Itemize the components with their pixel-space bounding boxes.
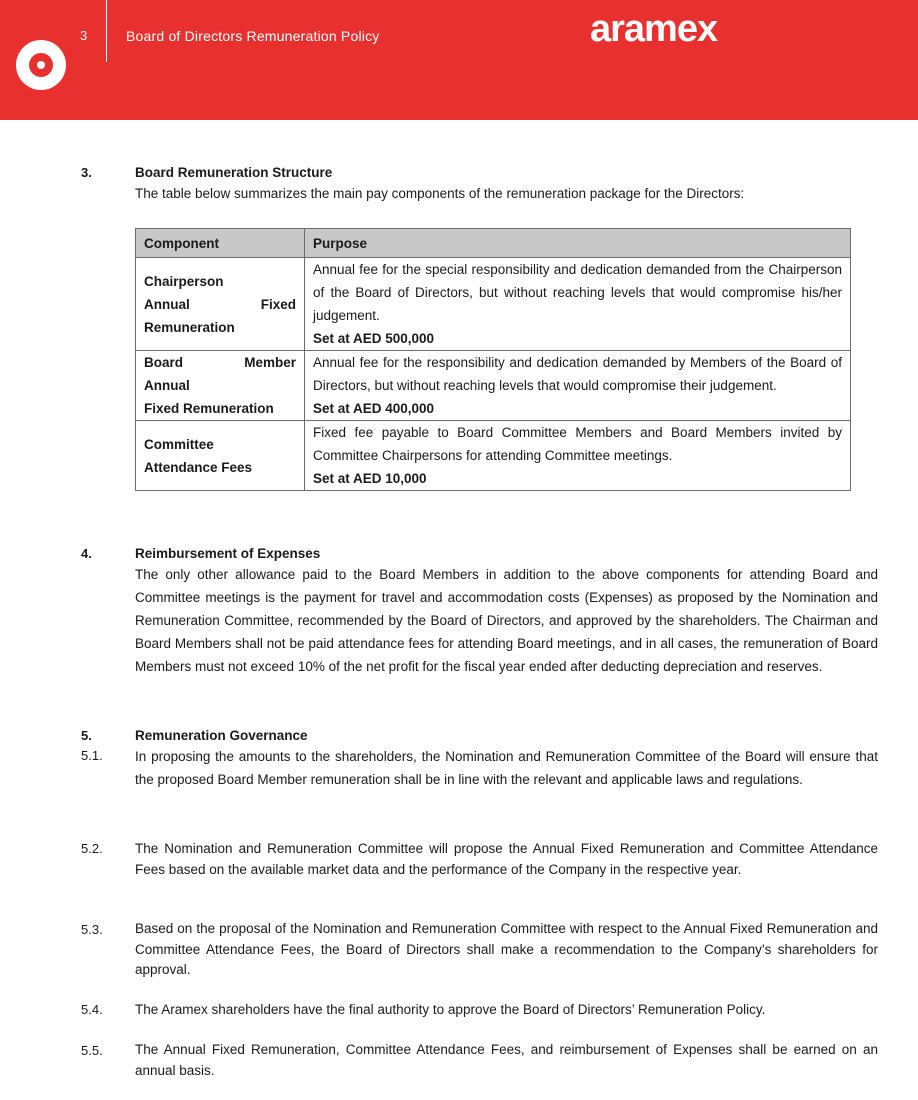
- section-title: Remuneration Governance: [135, 728, 308, 743]
- set-at-amount: Set at AED 10,000: [313, 471, 427, 486]
- page-header: [0, 0, 918, 120]
- clause-text: In proposing the amounts to the shareholders, the Nomination and Remuneration Committee of the Board will ensure that the proposed Board Member remuneration shall be in line with the relevant and applicable laws and regulations.: [135, 749, 878, 787]
- clause-text: Based on the proposal of the Nomination and Remuneration Committee with respect to the Annual Fixed Remuneration and Committee Attendance Fees, the Board of Directors shall make a recommendation to the Company’s shareholders for approval.: [135, 921, 878, 977]
- logo-dot: [37, 61, 45, 69]
- component-line: Annual: [144, 378, 190, 393]
- component-line-justified: [144, 351, 296, 374]
- component-line-justified: [144, 293, 296, 316]
- aramex-circle-logo-icon: [16, 40, 66, 90]
- clause-number: 5.4.: [81, 1002, 103, 1017]
- component-word: Member: [244, 355, 296, 370]
- section-number: 4.: [81, 546, 92, 561]
- clause-text: The Annual Fixed Remuneration, Committee Attendance Fees, and reimbursement of Expenses shall be earned on an annual basis.: [135, 1042, 878, 1078]
- section-number: 3.: [81, 165, 92, 180]
- component-cell: [136, 351, 305, 421]
- section-title: Reimbursement of Expenses: [135, 546, 321, 561]
- table-header-row: [136, 229, 851, 258]
- section-number: 5.: [81, 728, 92, 743]
- component-line: Committee: [144, 436, 214, 452]
- purpose-text: Fixed fee payable to Board Committee Members and Board Members invited by Committee Chairpersons for attending Committee meetings.: [313, 425, 842, 463]
- component-word: Fixed: [260, 296, 296, 312]
- section-title: Board Remuneration Structure: [135, 165, 333, 180]
- component-line: Remuneration: [144, 319, 235, 335]
- set-at-amount: Set at AED 500,000: [313, 331, 435, 346]
- table-row: [136, 421, 851, 491]
- header-divider: [106, 0, 107, 62]
- clause-number: 5.1.: [81, 748, 103, 763]
- clause-number: 5.3.: [81, 922, 103, 937]
- logo-ring: [29, 53, 53, 77]
- purpose-cell: [305, 351, 851, 421]
- component-cell: [136, 258, 305, 351]
- column-header-purpose: Purpose: [305, 229, 851, 258]
- component-line: Attendance Fees: [144, 459, 253, 475]
- purpose-cell: [305, 258, 851, 351]
- column-header-component: Component: [136, 229, 305, 258]
- clause-number: 5.2.: [81, 841, 103, 856]
- table-row: [136, 351, 851, 421]
- clause-text: The Nomination and Remuneration Committee will propose the Annual Fixed Remuneration and Committee Attendance Fees based on the available market data and the performance of the Company in the respective year.: [135, 841, 878, 877]
- component-word: Board: [144, 355, 184, 370]
- purpose-text: Annual fee for the responsibility and dedication demanded by Members of the Board of Directors, but without reaching levels that would compromise their judgement.: [313, 355, 842, 393]
- purpose-text: Annual fee for the special responsibility and dedication demanded from the Chairperson of the Board of Directors, but without reaching levels that would compromise his/her judgement.: [313, 262, 842, 323]
- document-title: Board of Directors Remuneration Policy: [126, 28, 380, 44]
- component-cell: [136, 421, 305, 491]
- clause-text: The Aramex shareholders have the final authority to approve the Board of Directors’ Remuneration Policy.: [135, 1002, 766, 1017]
- set-at-amount: Set at AED 400,000: [313, 401, 435, 416]
- section-body: The only other allowance paid to the Board Members in addition to the above components for attending Board and Committee meetings is the payment for travel and accommodation costs (Expenses) as proposed by the Nomination and Remuneration Committee, recommended by the Board of Directors, and approved by the shareholders. The Chairman and Board Members shall not be paid attendance fees for attending Board meetings, and in all cases, the remuneration of Board Members must not exceed 10% of the net profit for the fiscal year ended after deducting depreciation and reserves.: [135, 567, 878, 674]
- table-row: [136, 258, 851, 351]
- clause-number: 5.5.: [81, 1043, 103, 1058]
- section-intro: The table below summarizes the main pay components of the remuneration package for the Directors:: [135, 186, 745, 201]
- brand-logo-text: aramex: [590, 8, 718, 50]
- component-line: Fixed Remuneration: [144, 401, 274, 416]
- page-number: 3: [80, 28, 88, 43]
- remuneration-table: [135, 228, 851, 491]
- component-word: Annual: [144, 296, 190, 312]
- purpose-cell: [305, 421, 851, 491]
- component-line: Chairperson: [144, 273, 224, 289]
